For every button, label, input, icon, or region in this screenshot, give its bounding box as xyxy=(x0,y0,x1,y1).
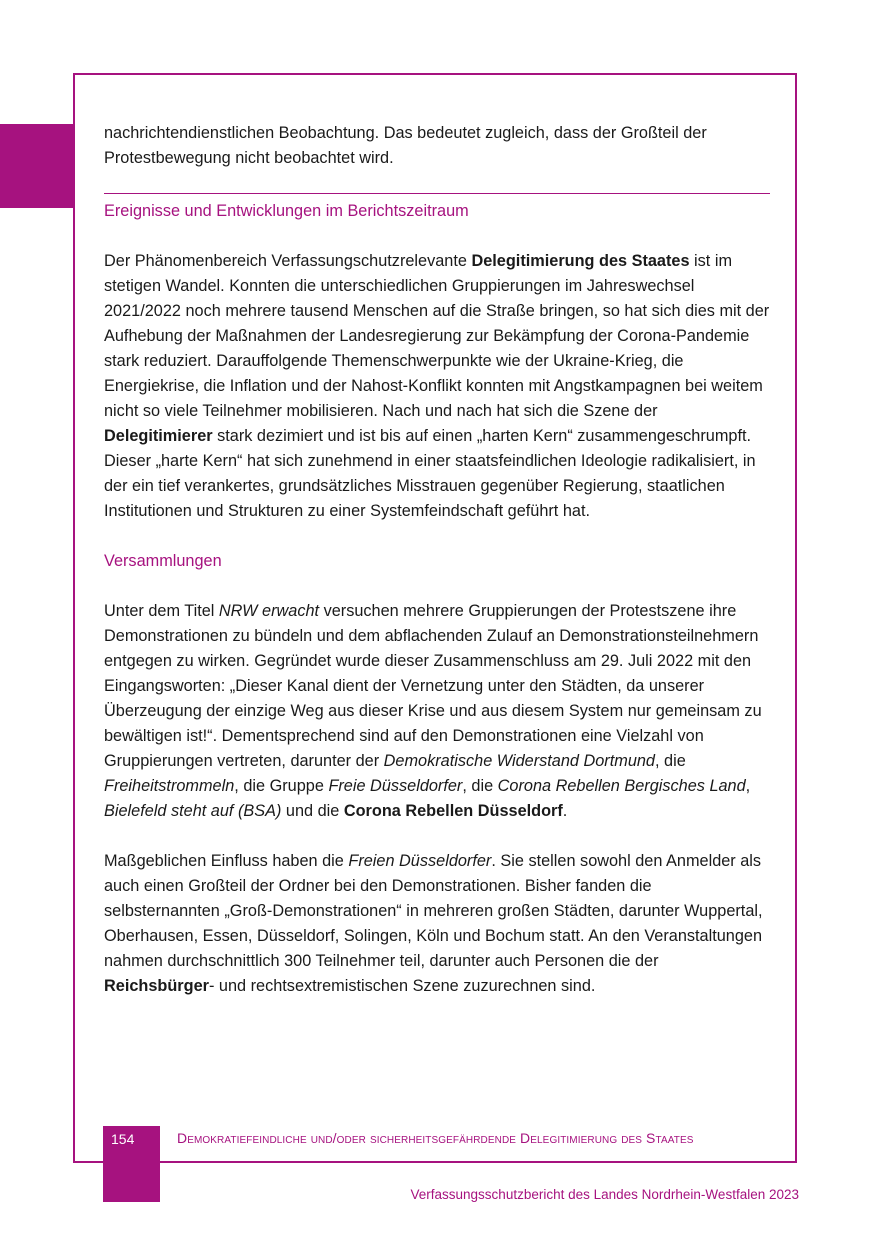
text-run: versuchen mehrere Gruppierungen der Protestszene ihre Demonstrationen zu bündeln und dem abflachenden Zulauf an Demonstrationsteilnehmern entgegen zu wirken. Gegründet wurde dieser Zusammenschluss am 29. Juli 2022 mit den Eingangsworten: „Dieser Kanal dient der Vernetzung unter den Städten, da unserer Überzeugung der einzige Weg aus dieser Krise und aus diesem System nur gemeinsam zu bewältigen ist!“. Dementsprechend sind auf den Demonstrationen eine Vielzahl von Gruppierungen vertreten, darunter der xyxy=(104,602,762,770)
assemblies-paragraph-1 xyxy=(104,599,770,824)
running-head: Demokratiefeindliche und/oder sicherheitsgefährdende Delegitimierung des Staates xyxy=(177,1130,694,1146)
text-run: , die xyxy=(462,777,498,795)
text-run: . Sie stellen sowohl den Anmelder als auch einen Großteil der Ordner bei den Demonstrationen. Bisher fanden die selbsternannten „Groß-Demonstrationen“ in mehreren großen Städten, darunter Wuppertal, Oberhausen, Essen, Düsseldorf, Solingen, Köln und Bochum statt. An den Veranstaltungen nahmen durchschnittlich 300 Teilnehmer teil, darunter auch Personen die der xyxy=(104,852,763,970)
italic-term: Demokratische Widerstand Dortmund xyxy=(383,752,655,770)
events-paragraph xyxy=(104,249,770,524)
text-run: stark dezimiert und ist bis auf einen „harten Kern“ zusammengeschrumpft. Dieser „harte Kern“ hat sich zunehmend in einer staatsfeindlichen Ideologie radikalisiert, in der ein tief verankertes, grundsätzliches Misstrauen gegenüber Regierung, staatlichen Institutionen und Strukturen zu einer Systemfeindschaft geführt hat. xyxy=(104,427,756,520)
italic-term: Bielefeld steht auf (BSA) xyxy=(104,802,282,820)
publication-footer: Verfassungsschutzbericht des Landes Nordrhein-Westfalen 2023 xyxy=(410,1187,799,1202)
chapter-side-tab xyxy=(0,124,75,208)
text-run: , xyxy=(745,777,751,795)
text-run: Unter dem Titel xyxy=(104,602,219,620)
bold-term: Delegitimierung des Staates xyxy=(471,252,690,270)
text-run: , die xyxy=(654,752,686,770)
text-run: Der Phänomenbereich Verfassungschutzrelevante xyxy=(104,252,472,270)
text-run: , die Gruppe xyxy=(234,777,329,795)
text-run: ist im stetigen Wandel. Konnten die unterschiedlichen Gruppierungen im Jahreswechsel 2021/2022 noch mehrere tausend Menschen auf die Straße bringen, so hat sich dies mit der Aufhebung der Maßnahmen der Landesregierung zur Bekämpfung der Corona-Pandemie stark reduziert. Darauffolgende Themenschwerpunkte wie der Ukraine-Krieg, die Energiekrise, die Inflation und der Nahost-Konflikt konnten mit Angstkampagnen bei weitem nicht so viele Teilnehmer mobilisieren. Nach und nach hat sich die Szene der xyxy=(104,252,770,420)
main-content xyxy=(104,121,770,999)
page-number: 154 xyxy=(111,1131,135,1147)
bold-term: Delegitimierer xyxy=(104,427,213,445)
bold-term: Corona Rebellen Düsseldorf xyxy=(343,802,563,820)
text-run: . xyxy=(562,802,568,820)
intro-paragraph: nachrichtendienstlichen Beobachtung. Das bedeutet zugleich, dass der Großteil der Protestbewegung nicht beobachtet wird. xyxy=(104,124,707,167)
italic-term: Corona Rebellen Bergisches Land xyxy=(497,777,746,795)
italic-term: NRW erwacht xyxy=(218,602,320,620)
section-heading-assemblies: Versammlungen xyxy=(104,552,222,570)
text-run: Maßgeblichen Einfluss haben die xyxy=(104,852,349,870)
italic-term: Freien Düsseldorfer xyxy=(348,852,492,870)
section-divider xyxy=(104,193,770,194)
assemblies-paragraph-2 xyxy=(104,849,770,999)
text-run: - und rechtsextremistischen Szene zuzurechnen sind. xyxy=(208,977,596,995)
bold-term: Reichsbürger xyxy=(104,977,209,995)
italic-term: Freie Düsseldorfer xyxy=(328,777,463,795)
section-heading-events: Ereignisse und Entwicklungen im Berichtszeitraum xyxy=(104,202,469,220)
italic-term: Freiheitstrommeln xyxy=(104,777,235,795)
text-run: und die xyxy=(281,802,344,820)
